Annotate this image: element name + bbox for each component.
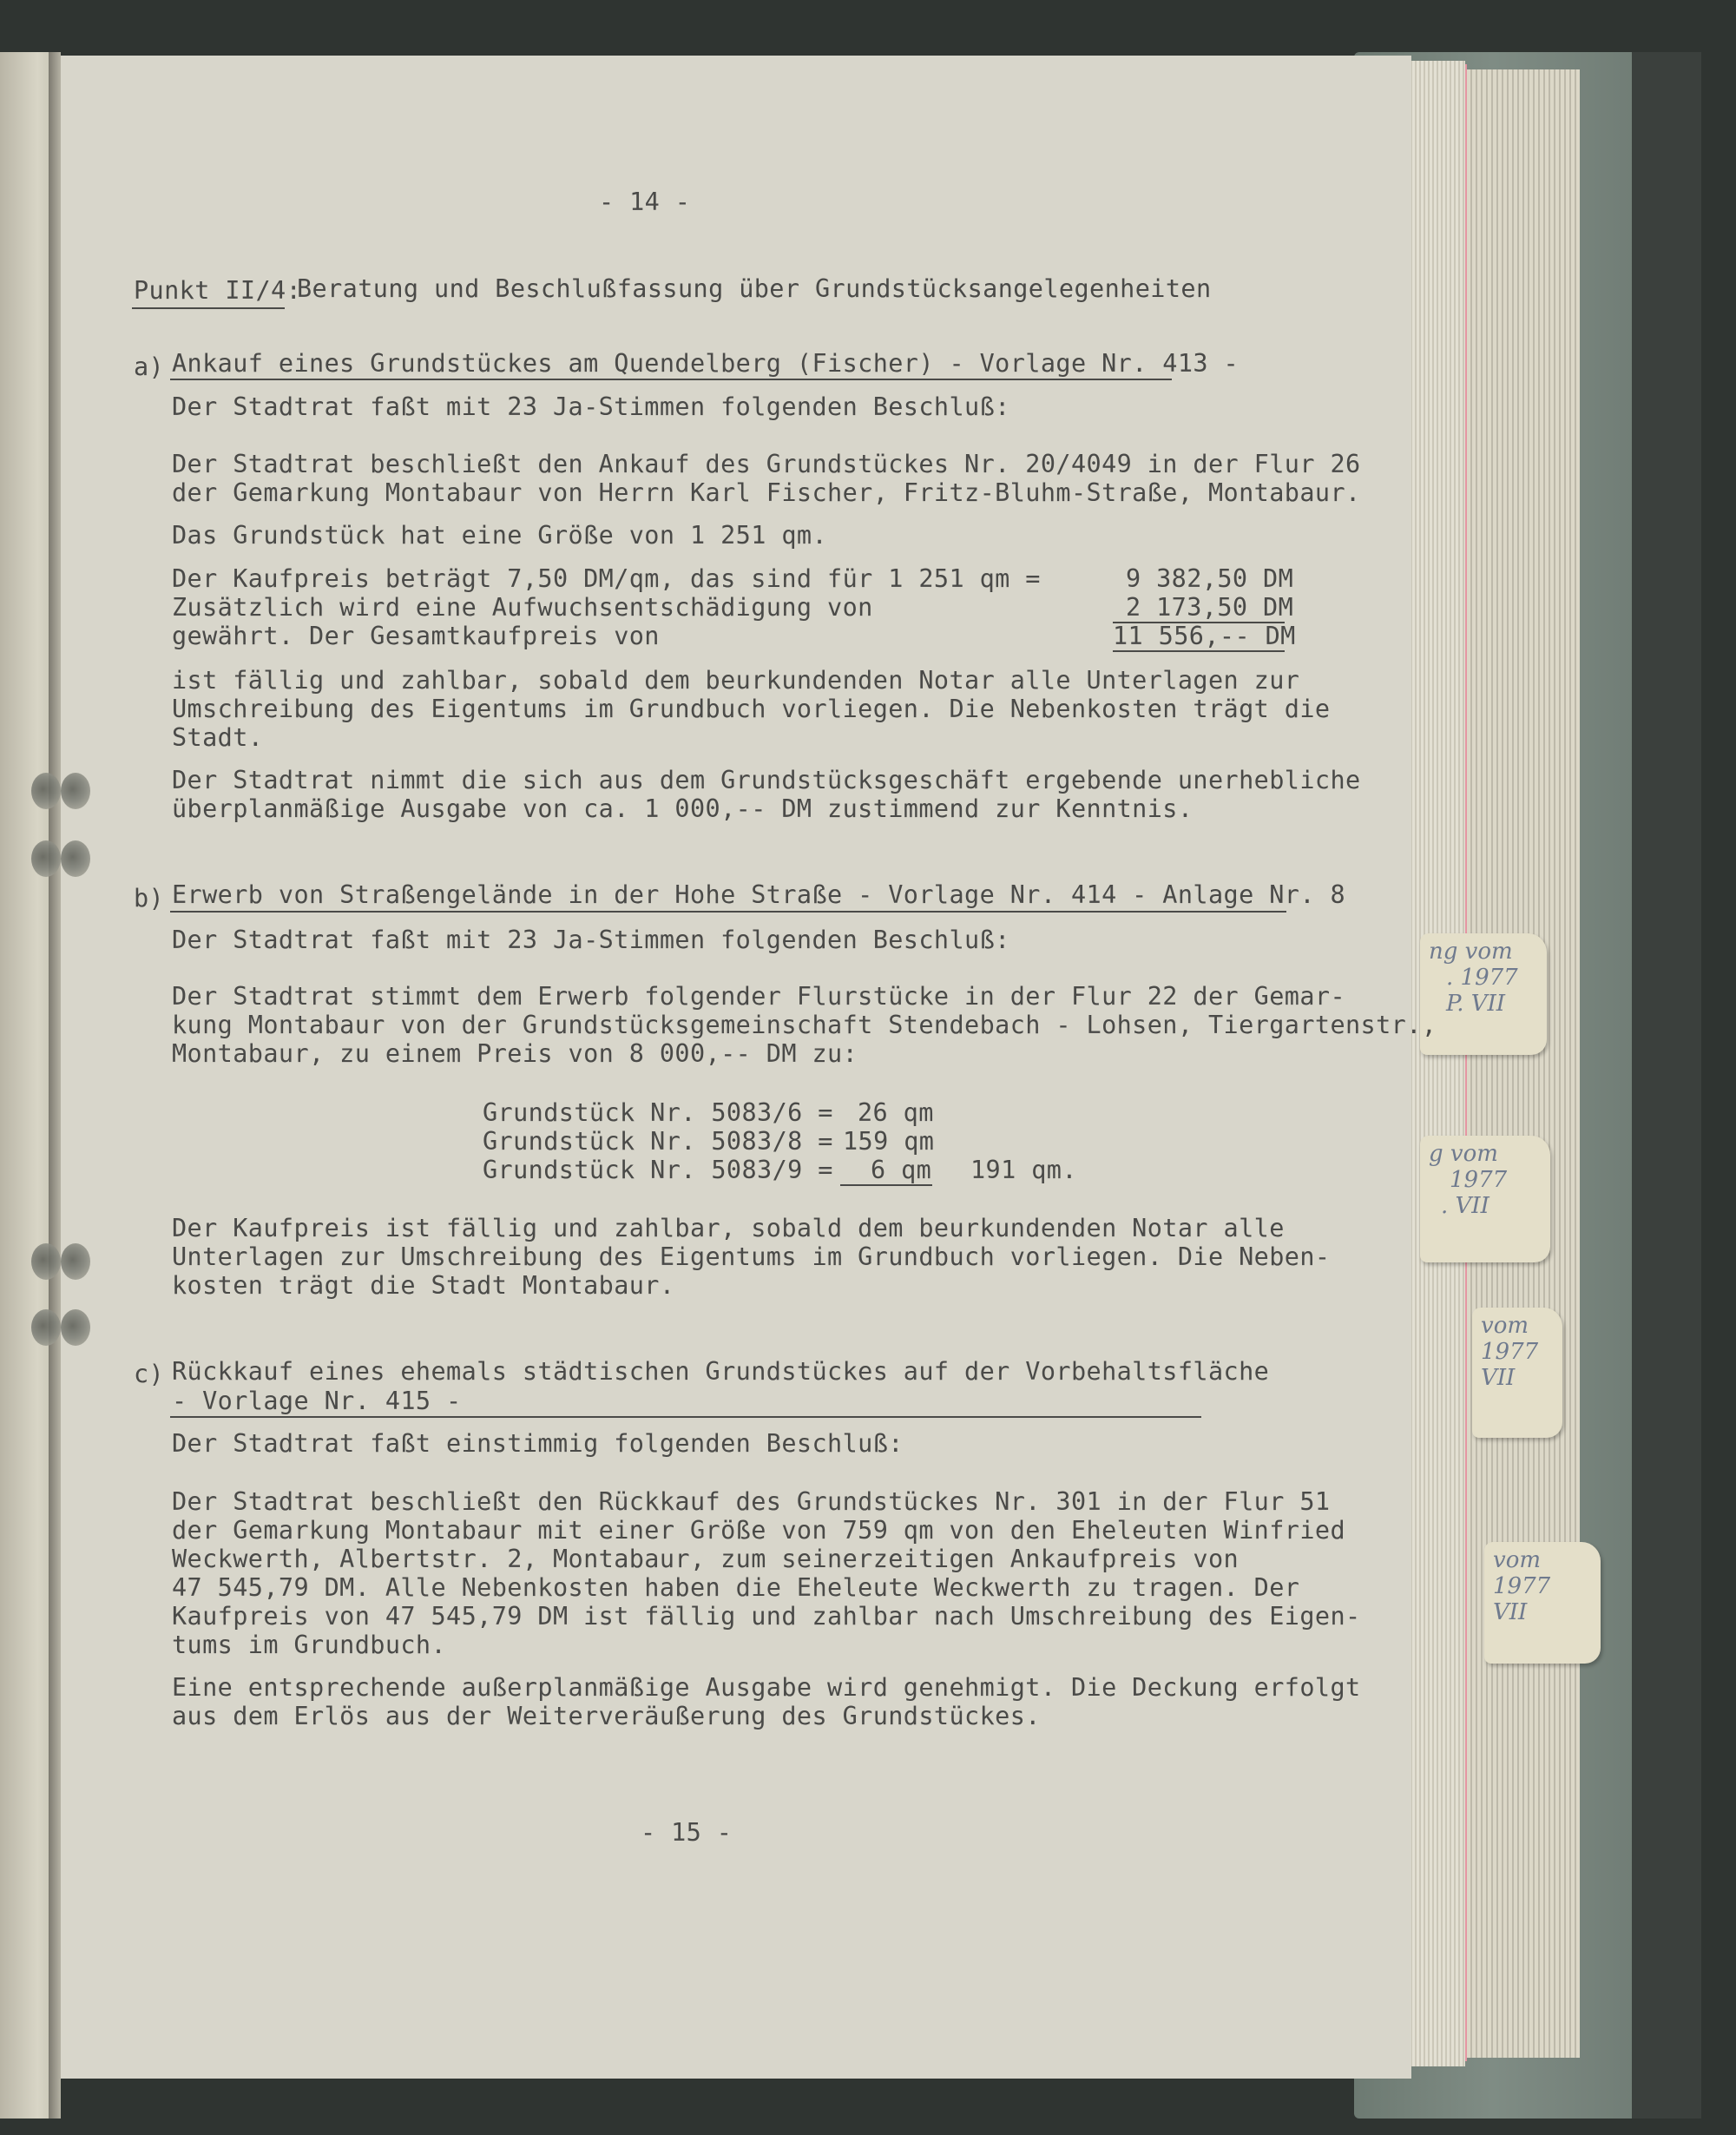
section-letter: c)	[134, 1360, 165, 1388]
parcel-label: Grundstück Nr. 5083/6 =	[483, 1098, 833, 1127]
paragraph-line: 47 545,79 DM. Alle Nebenkosten haben die Eheleute Weckwerth zu tragen. Der	[172, 1573, 1300, 1602]
index-tab[interactable]	[1420, 933, 1547, 1055]
paragraph-line: der Gemarkung Montabaur von Herrn Karl Fischer, Fritz-Bluhm-Straße, Montabaur.	[172, 478, 1361, 507]
paragraph-line: Der Stadtrat nimmt die sich aus dem Grundstücksgeschäft ergebende unerhebliche	[172, 766, 1361, 794]
calc-amount: 9 382,50 DM	[1126, 564, 1294, 593]
underline	[840, 1184, 932, 1186]
resolution-intro: Der Stadtrat faßt mit 23 Ja-Stimmen folgenden Beschluß:	[172, 392, 1010, 421]
index-tab[interactable]	[1472, 1308, 1562, 1438]
index-tab[interactable]	[1484, 1542, 1601, 1664]
tab-text: . VII	[1441, 1193, 1489, 1219]
calc-label: Der Kaufpreis beträgt 7,50 DM/qm, das sind für 1 251 qm =	[172, 564, 1041, 593]
tab-text: P. VII	[1446, 991, 1506, 1017]
left-page-edge	[0, 52, 54, 2119]
section-letter: b)	[134, 884, 165, 913]
page-number-next: - 15 -	[641, 1818, 733, 1847]
agenda-item-title: Beratung und Beschlußfassung über Grundstücksangelegenheiten	[297, 274, 1212, 303]
paragraph-line: Der Kaufpreis ist fällig und zahlbar, sobald dem beurkundenden Notar alle	[172, 1214, 1285, 1242]
underline	[170, 379, 1172, 380]
book-gutter	[49, 52, 61, 2119]
paragraph-line: tums im Grundbuch.	[172, 1631, 447, 1659]
tab-text: VII	[1481, 1365, 1516, 1391]
resolution-intro: Der Stadtrat faßt einstimmig folgenden Beschluß:	[172, 1429, 904, 1458]
tab-text: 1977	[1450, 1167, 1508, 1193]
paragraph-line: Eine entsprechende außerplanmäßige Ausgabe wird genehmigt. Die Deckung erfolgt	[172, 1673, 1361, 1702]
section-letter: a)	[134, 353, 165, 381]
section-title: - Vorlage Nr. 415 -	[172, 1387, 462, 1415]
parcel-total: 191 qm.	[970, 1156, 1077, 1184]
paragraph-line: Unterlagen zur Umschreibung des Eigentums im Grundbuch vorliegen. Die Neben-	[172, 1242, 1331, 1271]
punch-hole	[61, 1309, 90, 1346]
punch-hole	[61, 1243, 90, 1280]
paragraph-line: kosten trägt die Stadt Montabaur.	[172, 1271, 675, 1300]
underline	[170, 911, 1286, 913]
punch-hole	[31, 1309, 61, 1346]
underline	[132, 307, 285, 309]
resolution-intro: Der Stadtrat faßt mit 23 Ja-Stimmen folgenden Beschluß:	[172, 926, 1010, 954]
parcel-area: 26 qm	[858, 1098, 934, 1127]
agenda-item-label: Punkt II/4:	[134, 276, 302, 305]
paragraph-line: Kaufpreis von 47 545,79 DM ist fällig und zahlbar nach Umschreibung des Eigen-	[172, 1602, 1361, 1631]
section-title: Rückkauf eines ehemals städtischen Grundstückes auf der Vorbehaltsfläche	[172, 1357, 1270, 1386]
tab-text: g vom	[1429, 1141, 1498, 1167]
paragraph-line: Der Stadtrat beschließt den Rückkauf des Grundstückes Nr. 301 in der Flur 51	[172, 1487, 1331, 1516]
tab-text: 1977	[1493, 1573, 1551, 1599]
page-number: - 14 -	[599, 188, 691, 216]
calc-amount: 11 556,-- DM	[1113, 622, 1296, 650]
punch-hole	[31, 1243, 61, 1280]
section-title: Ankauf eines Grundstückes am Quendelberg (Fischer) - Vorlage Nr. 413 -	[172, 349, 1240, 378]
parcel-label: Grundstück Nr. 5083/8 =	[483, 1127, 833, 1156]
tab-text: ng vom	[1429, 939, 1513, 965]
punch-hole	[31, 840, 61, 877]
paragraph-line: kung Montabaur von der Grundstücksgemeinschaft Stendebach - Lohsen, Tiergartenstr.,	[172, 1011, 1437, 1039]
calc-label: gewährt. Der Gesamtkaufpreis von	[172, 622, 660, 650]
underline	[170, 1416, 1201, 1418]
binder-spine-edge	[1632, 52, 1701, 2119]
tab-text: VII	[1493, 1599, 1528, 1625]
calc-label: Zusätzlich wird eine Aufwuchsentschädigung von	[172, 593, 873, 622]
paragraph-line: Der Stadtrat beschließt den Ankauf des Grundstückes Nr. 20/4049 in der Flur 26	[172, 450, 1361, 478]
page-stack	[1467, 69, 1580, 2058]
underline	[1113, 650, 1285, 652]
paragraph-line: Montabaur, zu einem Preis von 8 000,-- DM zu:	[172, 1039, 858, 1068]
paragraph-line: Der Stadtrat stimmt dem Erwerb folgender Flurstücke in der Flur 22 der Gemar-	[172, 982, 1345, 1011]
paragraph-line: ist fällig und zahlbar, sobald dem beurkundenden Notar alle Unterlagen zur	[172, 666, 1300, 695]
index-tab[interactable]	[1420, 1136, 1550, 1262]
paragraph-line: überplanmäßige Ausgabe von ca. 1 000,-- DM zustimmend zur Kenntnis.	[172, 794, 1194, 823]
calc-amount: 2 173,50 DM	[1126, 593, 1294, 622]
punch-hole	[61, 773, 90, 809]
punch-hole	[61, 840, 90, 877]
parcel-label: Grundstück Nr. 5083/9 =	[483, 1156, 833, 1184]
tab-text: 1977	[1481, 1339, 1539, 1365]
paragraph-line: der Gemarkung Montabaur mit einer Größe von 759 qm von den Eheleuten Winfried	[172, 1516, 1345, 1545]
tab-text: . 1977	[1446, 965, 1518, 991]
tab-text: vom	[1493, 1547, 1541, 1573]
page-edges	[1408, 61, 1465, 2066]
parcel-area: 159 qm	[843, 1127, 935, 1156]
paragraph-line: aus dem Erlös aus der Weiterveräußerung des Grundstückes.	[172, 1702, 1041, 1730]
tab-text: vom	[1481, 1313, 1529, 1339]
punch-hole	[31, 773, 61, 809]
section-title: Erwerb von Straßengelände in der Hohe Straße - Vorlage Nr. 414 - Anlage Nr. 8	[172, 880, 1345, 909]
parcel-area: 6 qm	[871, 1156, 932, 1184]
paragraph-line: Stadt.	[172, 723, 264, 752]
paragraph-line: Weckwerth, Albertstr. 2, Montabaur, zum seinerzeitigen Ankaufpreis von	[172, 1545, 1240, 1573]
paragraph-line: Das Grundstück hat eine Größe von 1 251 qm.	[172, 521, 828, 550]
paragraph-line: Umschreibung des Eigentums im Grundbuch vorliegen. Die Nebenkosten trägt die	[172, 695, 1331, 723]
